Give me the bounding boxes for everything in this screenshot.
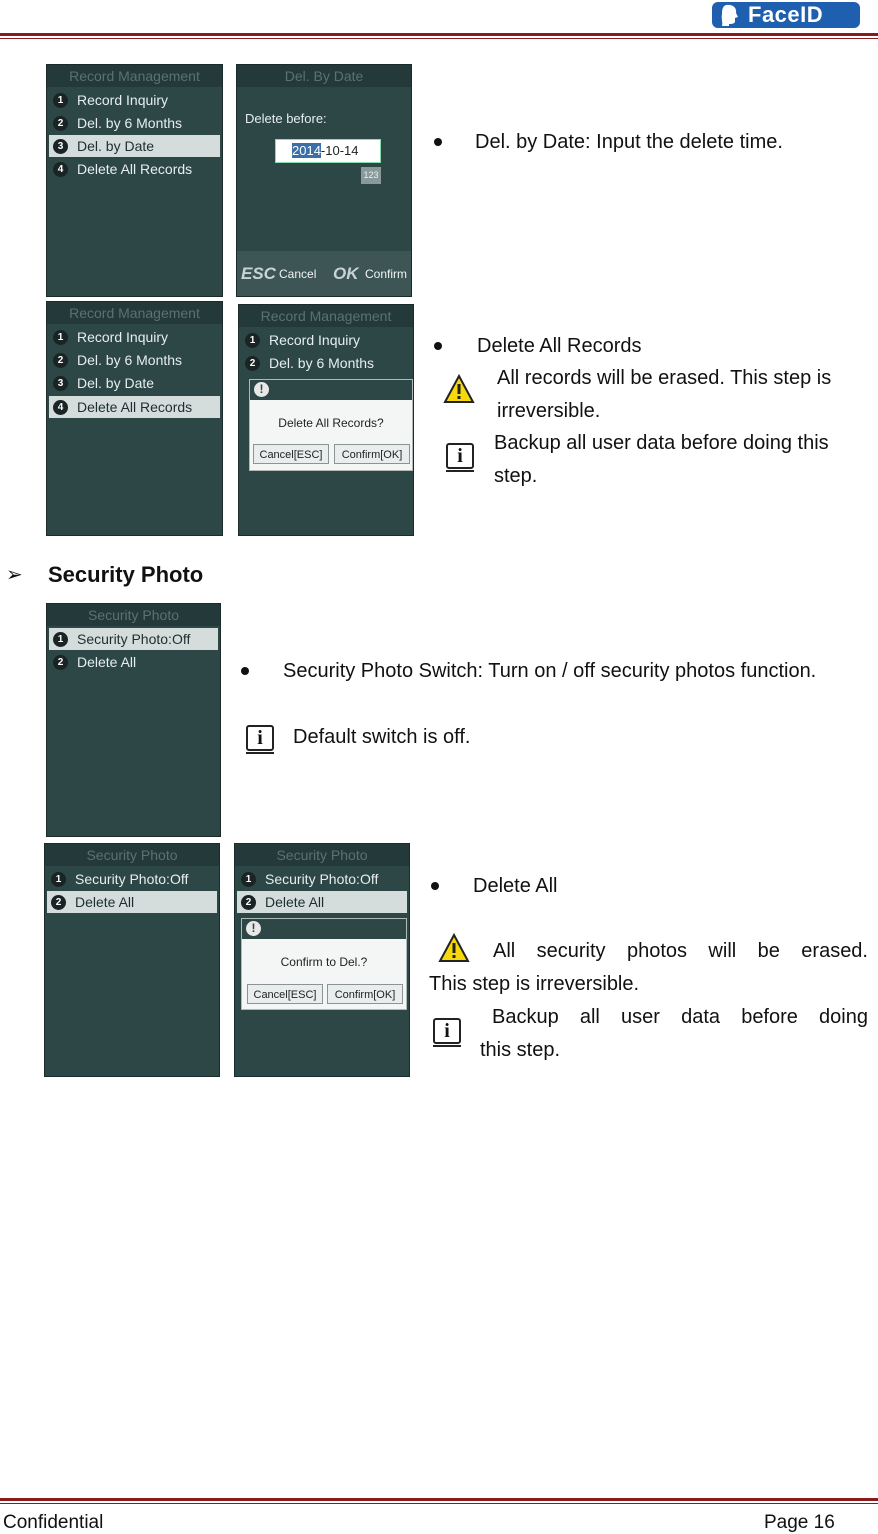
esc-key-icon: ESC [241,264,276,283]
dialog-message: Delete All Records? [278,416,384,430]
menu-item-del-6-months[interactable] [49,112,220,134]
backup-photos-line-2: this step. [480,1039,561,1061]
info-icon: i [446,443,474,469]
item-number-badge: 1 [245,333,260,348]
menu-item-label: Record Inquiry [77,329,169,345]
input-mode-indicator: 123 [361,167,381,184]
screen-title: Record Management [47,65,222,87]
confirm-dialog [249,379,413,471]
menu-item-label: Security Photo:Off [75,871,189,887]
confirm-softkey[interactable]: Confirm [365,267,408,281]
menu-item-label: Del. by Date [77,138,155,154]
screen-title: Record Management [47,302,222,324]
backup-text-line-2: step. [494,465,538,487]
item-number-badge: 2 [245,356,260,371]
item-number-badge: 4 [53,162,68,177]
menu-item-del-6-months[interactable] [241,352,411,374]
confidential-label: Confidential [3,1512,104,1533]
cancel-button[interactable]: Cancel[ESC] [247,984,323,1004]
bullet-dot [241,667,249,675]
menu-item-del-by-date[interactable] [49,135,220,157]
menu-item-label: Del. by 6 Months [77,352,183,368]
menu-item-record-inquiry[interactable] [49,89,220,111]
info-icon: i [433,1018,461,1044]
item-number-badge: 1 [51,872,66,887]
security-photo-screen [46,603,221,837]
bullet-dot [434,138,442,146]
menu-item-label: Delete All [75,894,135,910]
item-number-badge: 2 [53,353,68,368]
warning-photos-line-1: All security photos will be erased. [493,940,868,962]
item-number-badge: 2 [51,895,66,910]
cancel-softkey[interactable]: Cancel [279,267,317,281]
date-year: 2014 [292,143,321,158]
cancel-button[interactable]: Cancel[ESC] [253,444,329,464]
menu-item-label: Delete All Records [77,399,193,415]
alert-icon: ! [254,382,269,397]
menu-item-label: Del. by Date [77,375,155,391]
warning-icon [443,374,475,404]
menu-item-del-6-months[interactable] [49,349,220,371]
softkey-bar [237,251,411,297]
warning-text-line-2: irreversible. [497,400,601,422]
record-management-screen [46,64,223,297]
delete-all-heading: Delete All [473,875,558,897]
bullet-dot [431,882,439,890]
confirm-dialog [241,918,407,1010]
logo-text: FaceID [748,2,824,27]
item-number-badge: 3 [53,139,68,154]
faceid-logo [712,2,860,28]
menu-item-security-photo-switch[interactable] [49,628,218,650]
item-number-badge: 2 [53,116,68,131]
backup-text-line-1: Backup all user data before doing this [494,432,829,454]
item-number-badge: 4 [53,400,68,415]
date-input[interactable] [275,139,381,163]
face-profile-icon [720,4,740,26]
delete-all-records-dialog-screen [238,304,414,536]
menu-item-delete-all-records[interactable] [49,396,220,418]
menu-item-label: Record Inquiry [77,92,169,108]
bullet-dot [434,342,442,350]
dialog-message: Confirm to Del.? [280,955,368,969]
menu-item-label: Security Photo:Off [77,631,191,647]
dialog-header [242,919,406,939]
default-off-note: Default switch is off. [293,726,471,748]
menu-item-label: Delete All [265,894,325,910]
screen-title: Security Photo [45,844,219,866]
item-number-badge: 2 [53,655,68,670]
menu-item-delete-all[interactable] [49,651,218,673]
record-management-screen [46,301,223,536]
menu-item-label: Record Inquiry [269,332,361,348]
menu-item-label: Del. by 6 Months [77,115,183,131]
section-arrow-icon: ➢ [6,564,23,586]
item-number-badge: 1 [53,93,68,108]
delete-all-records-heading: Delete All Records [477,335,642,357]
footer-rule-thin [0,1503,878,1504]
security-switch-description: Security Photo Switch: Turn on / off security photos function. [283,660,817,682]
menu-item-delete-all[interactable] [237,891,407,913]
header-rule-thin [0,38,878,39]
menu-item-label: Del. by 6 Months [269,355,375,371]
warning-text-line-1: All records will be erased. This step is [497,367,832,389]
menu-item-delete-all-records[interactable] [49,158,220,180]
backup-photos-line-1: Backup all user data before doing [492,1006,868,1028]
info-icon: i [246,725,274,751]
item-number-badge: 1 [53,632,68,647]
security-photo-screen [44,843,220,1077]
menu-item-label: Security Photo:Off [265,871,379,887]
alert-icon: ! [246,921,261,936]
dialog-header [250,380,412,400]
confirm-button[interactable]: Confirm[OK] [327,984,403,1004]
menu-item-label: Delete All [77,654,137,670]
menu-item-del-by-date[interactable] [49,372,220,394]
menu-item-security-photo-switch[interactable] [47,868,217,890]
menu-item-delete-all[interactable] [47,891,217,913]
screen-title: Security Photo [47,604,220,626]
screen-title: Record Management [239,305,413,327]
item-number-badge: 1 [53,330,68,345]
del-by-date-description: Del. by Date: Input the delete time. [475,131,783,153]
menu-item-security-photo-switch[interactable] [237,868,407,890]
warning-icon [438,933,470,963]
warning-photos-line-2: This step is irreversible. [429,973,640,995]
item-number-badge: 3 [53,376,68,391]
menu-item-label: Delete All Records [77,161,193,177]
item-number-badge: 1 [241,872,256,887]
security-photo-dialog-screen [234,843,410,1077]
menu-item-record-inquiry[interactable] [49,326,220,348]
footer-rule-thick [0,1498,878,1501]
delete-before-label: Delete before: [245,111,327,126]
item-number-badge: 2 [241,895,256,910]
screen-title: Security Photo [235,844,409,866]
date-month-day: -10-14 [320,143,359,158]
section-heading: Security Photo [48,562,204,587]
page-number: Page 16 [764,1512,835,1533]
screen-title: Del. By Date [237,65,411,87]
menu-item-record-inquiry[interactable] [241,329,411,351]
del-by-date-screen [236,64,412,297]
header-rule-thick [0,33,878,36]
ok-key-icon: OK [333,264,359,283]
confirm-button[interactable]: Confirm[OK] [334,444,410,464]
